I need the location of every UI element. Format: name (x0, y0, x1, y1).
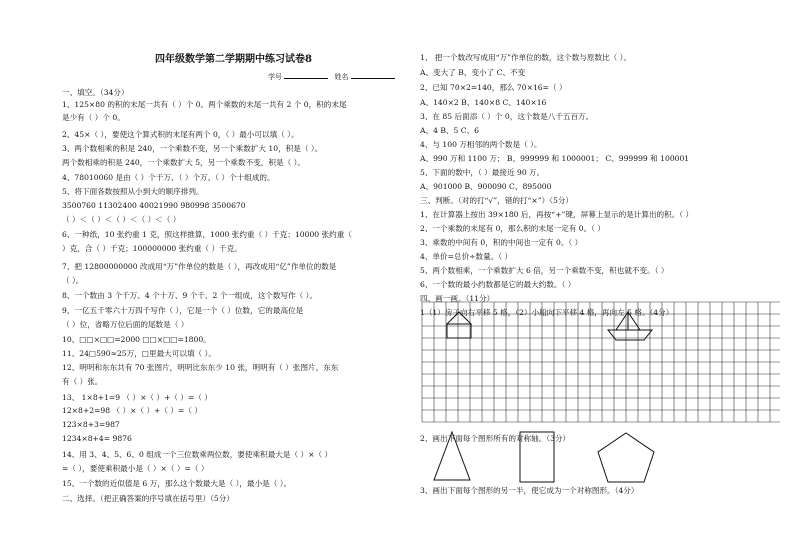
student-number-label: 学号 (268, 73, 282, 81)
student-name-blank[interactable] (351, 71, 395, 79)
question-line: 两个数相乘的积是 240，一个乘数扩大 5，另一个乘数不变，积是（ ）。 (62, 158, 305, 167)
choice-options: A、变大了 B、变小了 C、不变 (420, 68, 526, 77)
question-line: 2、45×（ ），要使这个算式积的末尾有两个 0，（ ）最小可以填（ ）。 (62, 130, 299, 139)
rectangle-figure[interactable] (518, 430, 558, 486)
question-line: （ ）位，省略万位后面的尾数是（ ） (62, 320, 189, 329)
question-line: ）克，合（ ）千克；100000000 张约重（ ）千克。 (62, 244, 242, 253)
question-line: 有（ ）张。 (62, 377, 103, 386)
question-line: 5、下面的数中，（ ）最接近 90 万。 (420, 168, 545, 177)
judge-item: 3、乘数的中间有 0，积的中间也一定有 0。（ ） (420, 238, 583, 247)
pattern-line: 13、 1×8+1=9 （ ）×（ ）+（ ）=（ ） (62, 393, 212, 402)
question-line: =（ ），要使乘积最小是（ ）×（ ）=（ ） (62, 464, 209, 473)
draw-task-1: 1（1）房子向右平移 5 格，（2）小船向下平移 4 格，再向左 5 格。（4分） (420, 308, 674, 317)
question-line: 2、已知 70×2=140，那么 70×16=（ ） (420, 83, 567, 92)
question-line: 9、一亿五千零六十万四千写作（ ），它是一个（ ）位数，它的最高位是 (62, 306, 304, 315)
question-line: 3、在 85 后面添（ ）个 0，这个数是八千五百万。 (420, 112, 594, 121)
number-list: 3500760 11302400 40021990 980998 3500670 (62, 201, 246, 210)
triangle-figure[interactable] (432, 430, 472, 486)
question-line: 12、明明和东东共有 70 张图片，明明比东东少 10 张，明明有（ ）张图片，东东 (62, 363, 339, 372)
house-shape (447, 312, 471, 338)
pattern-line: 123×8+3=987 (62, 420, 120, 429)
question-line: 1、 把一个数改写成用“万”作单位的数，这个数与原数比（ ）。 (420, 53, 632, 62)
question-line: 11、24□590≈25万，□里最大可以填（ ）。 (62, 349, 216, 358)
draw-task-3: 3、画出下面每个图形的另一半，使它成为一个对称图形。（4分） (420, 486, 639, 495)
question-line: 是少有（ ）个 0。 (62, 113, 125, 122)
student-number-blank[interactable] (284, 71, 328, 79)
question-line: 4、78010060 是由（ ）个千万、（ ）个万、（ ）个十组成的。 (62, 173, 275, 182)
choice-options: A、4 B、5 C、6 (420, 126, 479, 135)
judge-item: 6、一个数的最小约数都是它的最大约数。（ ） (420, 280, 576, 289)
question-line: 7、把 12800000000 改成用“万”作单位的数是（ ），再改成用“亿”作单位的数是 (62, 262, 337, 271)
draw-task-2: 2、画出下面每个图形所有的对称轴。（3分） (420, 434, 571, 443)
question-line: 14、用 3、4、5、6、0 组成一个三位数乘两位数，要使乘积最大是（ ）×（ ） (62, 450, 333, 459)
exam-title: 四年级数学第二学期期中练习试卷8 (155, 54, 312, 65)
question-line: 5、将下面各数按照从小到大的顺序排列。 (62, 187, 204, 196)
student-name-label: 姓名 (334, 73, 349, 81)
section-fill-heading: 一、填空。（34分） (62, 88, 129, 97)
pentagon-figure[interactable] (594, 430, 658, 486)
section-judge-heading: 三、判断。（对的打“√”，错的打“×”）（5分） (420, 196, 574, 205)
choice-options: A、901000 B、900090 C、895000 (420, 182, 552, 191)
pattern-line: 12×8+2=98 （ ）×（ ）+（ ）=（ ） (62, 406, 202, 415)
question-line: 1、125×80 的积的末尾一共有（ ）个 0。两个乘数的末尾一共有 2 个 0，积的末尾 (62, 100, 347, 109)
student-info-line (268, 71, 395, 82)
section-choice-heading: 二、选择。（把正确答案的序号填在括号里）（5分） (62, 494, 234, 503)
judge-item: 2、一个乘数的末尾有 0，那么积的末尾一定有 0。（ ） (420, 224, 605, 233)
question-line: 15、一个数的近似值是 6 万，那么这个数最大是（ ），最小是（ ）。 (62, 479, 292, 488)
ordering-blanks: （ ）＜（ ）＜（ ）＜（ ）＜（ ） (62, 215, 181, 224)
question-line: 6、一种纸，10 张约重 1 克，照这样推算，1000 张约重（ ）千克；10000 张约重（ (62, 230, 352, 239)
question-line: 3、两个数相乘的积是 240，一个乘数不变，另一个乘数扩大 10，积是（ ）。 (62, 144, 323, 153)
drawing-grid[interactable] (420, 300, 780, 430)
question-line: 8、一个数由 3 个千万、4 个十万、9 个千、2 个一组成，这个数写作（ ）。 (62, 291, 318, 300)
pattern-line: 1234×8+4= 9876 (62, 434, 132, 443)
question-line: （ ）。 (62, 276, 84, 285)
judge-item: 4、单价=总价÷数量。（ ） (420, 252, 513, 261)
choice-options: A、990 万和 1100 万； B、999999 和 1000001； C、999999 和 100001 (420, 154, 690, 163)
question-line: 10、□□×□□=2000 □□×□□=1800。 (62, 335, 211, 344)
judge-item: 1、在计算器上按出 39×180 后，再按“+”键，屏幕上显示的是计算出的积。（ ） (420, 210, 694, 219)
judge-item: 5、两个数相乘，一个乘数扩大 6 倍，另一个乘数不变，积也就不变。（ ） (420, 266, 669, 275)
choice-options: A、140×2 B、140×8 C、140×16 (420, 98, 547, 107)
question-line: 4、与 100 万相邻的两个数是（ ）。 (420, 140, 542, 149)
section-draw-heading: 四、画一画。（11分） (420, 294, 495, 303)
